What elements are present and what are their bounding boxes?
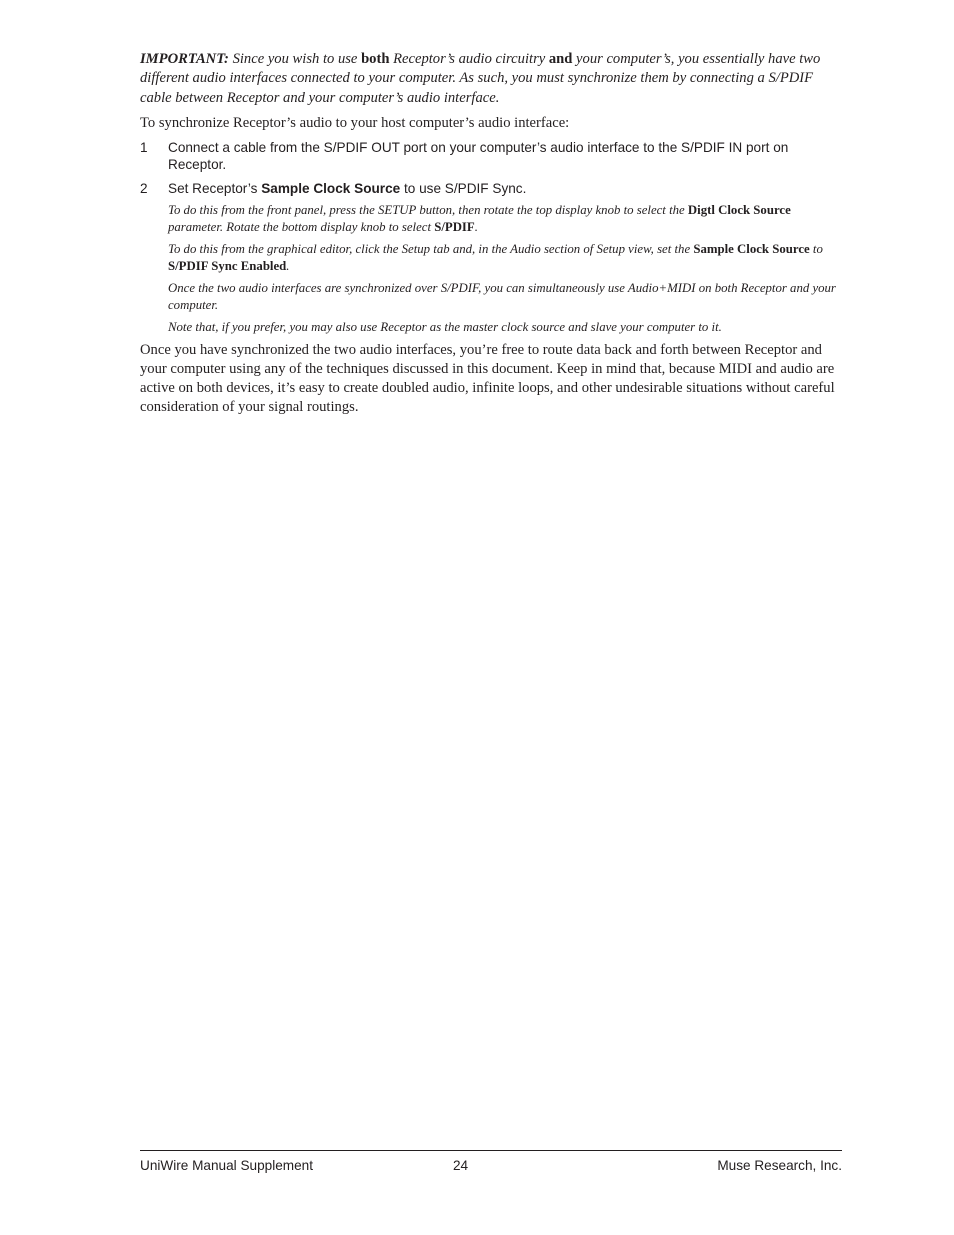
note-text: To do this from the front panel, press the SETUP button, then rotate the top display knob to select the	[168, 203, 688, 218]
note-bold: Sample Clock Source	[693, 242, 810, 257]
note-text: To do this from the graphical editor, click the Setup tab and, in the Audio section of Setup view, set the	[168, 242, 694, 257]
footer-title: UniWire Manual Supplement	[140, 1158, 314, 1173]
step-2-post: to use S/PDIF Sync.	[400, 180, 527, 196]
important-label: IMPORTANT:	[140, 51, 229, 67]
important-text-2: Receptor’s audio circuitry	[389, 51, 549, 67]
note-text: .	[286, 259, 290, 274]
step-2-pre: Set Receptor’s	[168, 180, 262, 196]
step-2	[140, 180, 844, 198]
step-number: 2	[140, 180, 148, 196]
important-bold-both: both	[361, 51, 390, 67]
page-number: 24	[453, 1158, 469, 1173]
step-1	[140, 139, 844, 174]
note-bold: Digtl Clock Source	[687, 203, 791, 218]
step-2-bold: Sample Clock Source	[261, 180, 401, 196]
note-bold: S/PDIF	[434, 220, 475, 235]
important-bold-and: and	[548, 51, 573, 67]
step-text	[168, 180, 844, 198]
intro-paragraph: To synchronize Receptor’s audio to your host computer’s audio interface:	[140, 114, 570, 131]
page-body	[140, 50, 844, 417]
note-text: parameter. Rotate the bottom display knob to select	[168, 220, 435, 235]
footer-divider	[140, 1150, 842, 1151]
step-number: 1	[140, 139, 148, 155]
note-bold: S/PDIF Sync Enabled	[168, 259, 287, 274]
step-text: Connect a cable from the S/PDIF OUT port on your computer’s audio interface to the S/PDIF IN port on Receptor.	[168, 139, 789, 173]
closing-paragraph: Once you have synchronized the two audio interfaces, you’re free to route data back and forth between Receptor and your computer using any of the techniques discussed in this document. Keep in mind that, because MIDI and audio are active on both devices, it’s easy to create doubled audio, infinite loops, and other undesirable situations without careful consideration of your signal routings.	[140, 342, 835, 415]
important-text-1: Since you wish to use	[228, 51, 362, 67]
note-master-clock: Note that, if you prefer, you may also use Receptor as the master clock source and slave your computer to it.	[168, 320, 722, 335]
important-text-3: your computer’s, you essentially have two different audio interfaces connected to your computer. As such, you must synchronize them by connecting a S/PDIF cable between Receptor and your computer’s audio interface.	[140, 51, 821, 106]
note-front-panel	[168, 202, 844, 236]
footer-publisher: Muse Research, Inc.	[717, 1158, 842, 1173]
note-synchronized: Once the two audio interfaces are synchronized over S/PDIF, you can simultaneously use Audio+MIDI on both Receptor and your computer.	[168, 281, 836, 313]
note-text: to	[809, 242, 823, 257]
note-graphical-editor	[168, 241, 844, 275]
note-text: .	[474, 220, 478, 235]
important-paragraph	[140, 50, 844, 108]
